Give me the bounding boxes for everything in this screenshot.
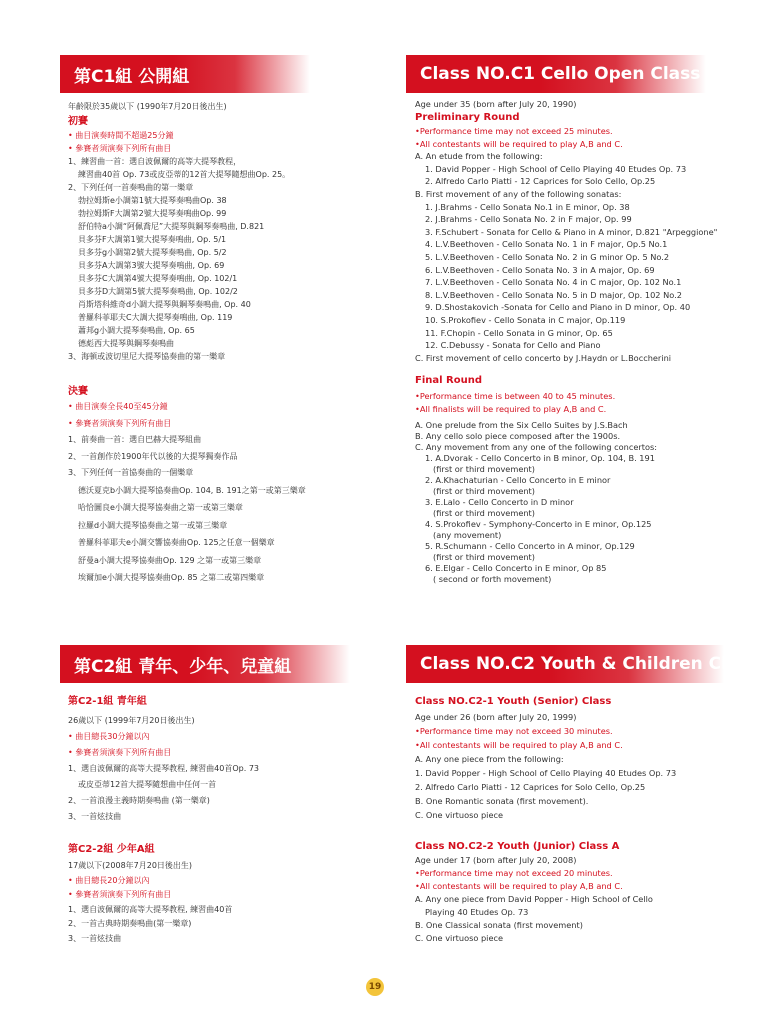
list-item-note: (first or third movement) [433, 552, 535, 563]
list-item: 1. J.Brahms - Cello Sonata No.1 in E minor, Op. 38 [425, 201, 630, 212]
c2-2-cn-rule: • 曲目總長20分鐘以內 [68, 875, 150, 885]
c2-1-en-age: Age under 26 (born after July 20, 1999) [415, 712, 577, 722]
c1-cn-age: 年齡限於35歲以下 (1990年7月20日後出生) [68, 102, 227, 111]
c2-1-cn-b: 2、一首浪漫主義時期奏鳴曲 (第一樂章) [68, 796, 210, 805]
c1-en-prelim-b-intro: B. First movement of any of the following sonatas: [415, 188, 622, 199]
list-item: 5. R.Schumann - Cello Concerto in A minor, Op.129 [425, 541, 635, 552]
list-item: 哈恰圖良e小調大提琴協奏曲之第一或第三樂章 [78, 503, 243, 512]
c1-cn-final-heading: 決賽 [68, 386, 88, 397]
list-item: 勃拉姆斯e小調第1號大提琴奏鳴曲Op. 38 [78, 196, 227, 205]
c2-1-cn-rule: • 曲目總長30分鐘以內 [68, 732, 150, 741]
c1-cn-title: 第C1組 公開組 [74, 66, 190, 87]
list-item: 肖斯塔科維奇d小調大提琴與鋼琴奏鳴曲, Op. 40 [78, 300, 251, 309]
list-item: 埃爾加e小調大提琴協奏曲Op. 85 之第二或第四樂章 [78, 573, 265, 582]
c2-1-en-rule: •All contestants will be required to play A,B and C. [415, 740, 623, 750]
list-item: 德彪西大提琴與鋼琴奏鳴曲 [78, 339, 174, 348]
c1-cn-prelim-a: 練習曲40首 Op. 73或皮亞蒂的12首大提琴隨想曲Op. 25。 [78, 170, 291, 179]
c2-2-cn-heading: 第C2-2組 少年A組 [68, 844, 155, 855]
c2-2-en-c: C. One virtuoso piece [415, 933, 504, 943]
list-item: 10. S.Prokofiev - Cello Sonata in C major, Op.119 [425, 314, 626, 325]
c1-en-prelim-a-intro: A. An etude from the following: [415, 151, 543, 162]
c2-2-en-rule: •Performance time may not exceed 20 minutes. [415, 868, 613, 878]
c2-1-cn-c: 3、一首炫技曲 [68, 812, 122, 821]
c1-en-age: Age under 35 (born after July 20, 1990) [415, 99, 577, 109]
c2-2-cn-age: 17歲以下(2008年7月20日後出生) [68, 861, 193, 870]
list-item: 4. L.V.Beethoven - Cello Sonata No. 1 in F major, Op.5 No.1 [425, 239, 668, 250]
c1-cn-section [68, 100, 398, 587]
c2-2-en-a: A. Any one piece from David Popper - High School of Cello [415, 894, 653, 904]
c1-en-title: Class NO.C1 Cello Open Class [420, 64, 701, 84]
c1-en-final-rule: •All finalists will be required to play A,B and C. [415, 404, 607, 415]
list-item-note: (first or third movement) [433, 464, 535, 475]
c2-2-cn-b: 2、一首古典時期奏鳴曲(第一樂章) [68, 919, 192, 928]
list-item-note: ( second or forth movement) [433, 574, 552, 585]
page-number: 19 [366, 978, 384, 996]
c1-cn-final-a: 1、前奏曲一首：選自巴赫大提琴組曲 [68, 435, 202, 444]
c1-cn-prelim-heading: 初賽 [68, 116, 88, 127]
c1-en-section [415, 98, 745, 585]
c2-1-en-a-intro: A. Any one piece from the following: [415, 754, 564, 764]
c2-1-cn-a: 1、選自波佩爾的高等大提琴教程, 練習曲40首Op. 73 [68, 764, 259, 773]
list-item: 貝多芬A大調第3號大提琴奏鳴曲, Op. 69 [78, 261, 225, 270]
c1-cn-final-rule: • 參賽者須演奏下列所有曲目 [68, 418, 172, 428]
list-item: 3. E.Lalo - Cello Concerto in D minor [425, 497, 574, 508]
list-item: 3. F.Schubert - Sonata for Cello & Piano in A minor, D.821 "Arpeggione" [425, 226, 718, 237]
c1-en-final-a: A. One prelude from the Six Cello Suites by J.S.Bach [415, 420, 628, 431]
c1-cn-prelim-b-intro: 2、下列任何一首奏鳴曲的第一樂章 [68, 183, 194, 192]
list-item: 5. L.V.Beethoven - Cello Sonata No. 2 in G minor Op. 5 No.2 [425, 251, 670, 262]
c1-en-prelim-c: C. First movement of cello concerto by J.Haydn or L.Boccherini [415, 352, 672, 363]
c2-en-banner [406, 645, 780, 683]
c1-en-final-c-intro: C. Any movement from any one of the following concertos: [415, 442, 657, 453]
list-item-note: (first or third movement) [433, 508, 535, 519]
c2-2-en-b: B. One Classical sonata (first movement) [415, 920, 583, 930]
c1-cn-final-c-intro: 3、下列任何一首協奏曲的一個樂章 [68, 468, 194, 477]
c2-2-cn-c: 3、一首炫技曲 [68, 933, 122, 943]
c1-en-final-heading: Final Round [415, 375, 483, 387]
list-item: 2. Alfredo Carlo Piatti - 12 Caprices for Solo Cello, Op.25 [425, 176, 656, 187]
list-item: 9. D.Shostakovich -Sonata for Cello and Piano in D minor, Op. 40 [425, 302, 691, 313]
list-item: 蕭邦g小調大提琴奏鳴曲, Op. 65 [78, 326, 195, 335]
c2-1-cn-age: 26歲以下 (1999年7月20日後出生) [68, 716, 195, 725]
c1-cn-prelim-c: 3、海頓或波切里尼大提琴協奏曲的第一樂章 [68, 352, 226, 361]
list-item: 拉羅d小調大提琴協奏曲之第一或第三樂章 [78, 520, 228, 530]
c2-1-cn-a: 或皮亞蒂12首大提琴隨想曲中任何一首 [78, 780, 217, 789]
list-item: 1. A.Dvorak - Cello Concerto in B minor, Op. 104, B. 191 [425, 453, 655, 464]
list-item: 舒曼a小調大提琴協奏曲Op. 129 之第一或第三樂章 [78, 555, 262, 565]
c1-en-final-rule: •Performance time is between 40 to 45 minutes. [415, 391, 616, 402]
c1-cn-prelim-a: 1、練習曲一首：選自波佩爾的高等大提琴教程， [68, 157, 242, 166]
c2-cn-banner [60, 645, 350, 683]
list-item: 普羅科菲耶夫C大調大提琴奏鳴曲, Op. 119 [78, 313, 233, 322]
c1-en-prelim-rule: •All contestants will be required to play A,B and C. [415, 138, 623, 149]
list-item-note: (first or third movement) [433, 486, 535, 497]
list-item: 德沃夏克b小調大提琴協奏曲Op. 104, B. 191之第一或第三樂章 [78, 485, 306, 495]
c1-cn-banner [60, 55, 310, 93]
c2-1-cn-heading: 第C2-1組 青年組 [68, 696, 147, 707]
c2-en-title: Class NO.C2 Youth & Children Classes [420, 654, 780, 674]
c1-cn-prelim-rule: • 參賽者須演奏下列所有曲目 [68, 144, 172, 153]
c2-en-section [415, 695, 745, 945]
list-item: 11. F.Chopin - Cello Sonata in G minor, Op. 65 [425, 327, 613, 338]
c2-cn-section [68, 695, 398, 946]
c2-2-en-age: Age under 17 (born after July 20, 2008) [415, 855, 577, 865]
list-item: 2. J.Brahms - Cello Sonata No. 2 in F major, Op. 99 [425, 214, 632, 225]
c1-en-prelim-heading: Preliminary Round [415, 112, 520, 123]
c2-2-cn-a: 1、選自波佩爾的高等大提琴教程, 練習曲40首 [68, 904, 233, 914]
list-item: 4. S.Prokofiev - Symphony-Concerto in E minor, Op.125 [425, 519, 652, 530]
c1-en-banner [406, 55, 706, 93]
list-item-note: (any movement) [433, 530, 502, 541]
list-item: 1. David Popper - High School of Cello Playing 40 Etudes Op. 73 [415, 768, 677, 778]
list-item: 2. A.Khachaturian - Cello Concerto in E minor [425, 475, 611, 486]
c1-en-final-b: B. Any cello solo piece composed after the 1900s. [415, 431, 621, 442]
c1-en-prelim-rule: •Performance time may not exceed 25 minutes. [415, 126, 613, 136]
list-item: 勃拉姆斯F大調第2號大提琴奏鳴曲Op. 99 [78, 209, 227, 218]
list-item: 6. L.V.Beethoven - Cello Sonata No. 3 in A major, Op. 69 [425, 264, 655, 275]
list-item: 舒伯特a小調“阿佩喬尼”大提琴與鋼琴奏鳴曲, D.821 [78, 222, 265, 231]
list-item: 6. E.Elgar - Cello Concerto in E minor, Op 85 [425, 563, 607, 574]
c1-cn-final-b: 2、一首創作於1900年代以後的大提琴獨奏作品 [68, 451, 238, 461]
c1-cn-final-rule: • 曲目演奏全長40至45分鐘 [68, 402, 168, 411]
c2-1-en-heading: Class NO.C2-1 Youth (Senior) Class [415, 696, 612, 707]
c2-1-en-rule: •Performance time may not exceed 30 minutes. [415, 726, 613, 736]
list-item: 普羅科菲耶夫e小調交響協奏曲Op. 125之任意一個樂章 [78, 538, 275, 547]
c2-2-en-rule: •All contestants will be required to play A,B and C. [415, 881, 623, 891]
list-item: 12. C.Debussy - Sonata for Cello and Piano [425, 340, 601, 351]
list-item: 貝多芬F大調第1號大提琴奏鳴曲, Op. 5/1 [78, 235, 227, 244]
list-item: 8. L.V.Beethoven - Cello Sonata No. 5 in D major, Op. 102 No.2 [425, 289, 682, 300]
c2-cn-title: 第C2組 青年、少年、兒童組 [74, 656, 292, 677]
c2-1-en-b: B. One Romantic sonata (first movement). [415, 796, 589, 806]
c2-2-en-heading: Class NO.C2-2 Youth (Junior) Class A [415, 841, 620, 852]
c1-cn-prelim-rule: • 曲目演奏時間不超過25分鐘 [68, 131, 174, 140]
c2-1-en-c: C. One virtuoso piece [415, 810, 504, 820]
list-item: 2. Alfredo Carlo Piatti - 12 Caprices for Solo Cello, Op.25 [415, 782, 646, 792]
list-item: 1. David Popper - High School of Cello Playing 40 Etudes Op. 73 [425, 163, 687, 174]
c2-1-cn-rule: • 參賽者須演奏下列所有曲目 [68, 748, 172, 757]
c2-2-en-a: Playing 40 Etudes Op. 73 [425, 907, 529, 917]
c2-2-cn-rule: • 參賽者須演奏下列所有曲目 [68, 890, 172, 899]
list-item: 7. L.V.Beethoven - Cello Sonata No. 4 in C major, Op. 102 No.1 [425, 277, 682, 288]
list-item: 貝多芬D大調第5號大提琴奏鳴曲, Op. 102/2 [78, 287, 238, 296]
list-item: 貝多芬g小調第2號大提琴奏鳴曲, Op. 5/2 [78, 248, 227, 257]
list-item: 貝多芬C大調第4號大提琴奏鳴曲, Op. 102/1 [78, 274, 238, 283]
